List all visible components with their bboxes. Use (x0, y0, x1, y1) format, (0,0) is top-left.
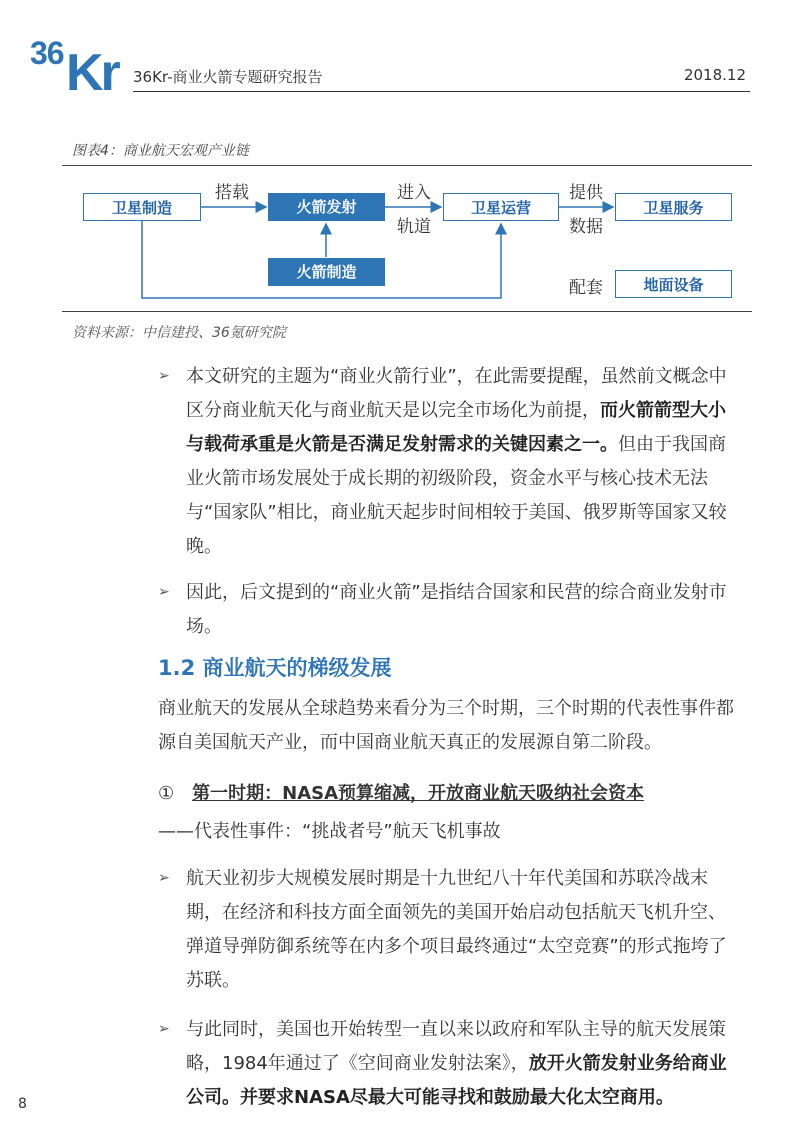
edge-label-provide-data-1: 提供 (569, 183, 603, 203)
bullet-text-part: 本文研究的主题为“商业火箭行业”，在此需要提醒，虽然前文概念中区分商业航天化与商业航天是以完全市场化为前提， (186, 366, 727, 421)
bullet-text-part: 与此同时，美国也开始转型一直以来以政府和军队主导的航天发展策略，1984年通过了《空间商业发射法案》， (186, 1019, 726, 1074)
sub-heading (158, 779, 644, 805)
figure-bottom-rule (62, 311, 752, 312)
node-ground-equipment: 地面设备 (615, 270, 732, 298)
bullet-text: 航天业初步大规模发展时期是十九世纪八十年代美国和苏联冷战末期，在经济和科技方面全面领先的美国开始启动包括航天飞机升空、弹道导弹防御系统等在内多个项目最终通过“太空竞赛”的形式拖垮了苏联。 (186, 868, 727, 991)
edge-label-enter-orbit-1: 进入 (397, 183, 431, 203)
report-title: 36Kr-商业火箭专题研究报告 (133, 68, 323, 86)
bullet-text: 因此，后文提到的“商业火箭”是指结合国家和民营的综合商业发射市场。 (186, 582, 727, 637)
edge-label-carry: 搭载 (215, 183, 249, 203)
bullet-text-bold: 而火箭箭型大小与载荷承重是火箭是否满足发射需求的关键因素之一。 (186, 400, 726, 455)
figure-caption: 图表4：商业航天宏观产业链 (72, 143, 249, 159)
edge-label-provide-data-2: 数据 (569, 217, 603, 237)
edge-label-supporting: 配套 (569, 278, 603, 298)
node-rocket-launch: 火箭发射 (268, 193, 385, 221)
figure-source: 资料来源：中信建投、36氪研究院 (72, 325, 286, 341)
edge-label-enter-orbit-2: 轨道 (397, 217, 431, 237)
bullet-text-part: 但由于我国商业火箭市场发展处于成长期的初级阶段，资金水平与核心技术无法与“国家队”相比，商业航天起步时间相较于美国、俄罗斯等国家又较晚。 (186, 434, 727, 557)
node-satellite-manufacturing: 卫星制造 (83, 193, 201, 221)
bullet-arrow-icon: ➢ (158, 1021, 170, 1037)
bullet-item (158, 576, 738, 644)
section-paragraph: 商业航天的发展从全球趋势来看分为三个时期，三个时期的代表性事件都源自美国航天产业，而中国商业航天真正的发展源自第二阶段。 (158, 698, 734, 753)
node-satellite-service: 卫星服务 (615, 193, 732, 221)
sub-heading-text: 第一时期：NASA预算缩减，开放商业航天吸纳社会资本 (192, 783, 645, 804)
bullet-item (158, 1013, 738, 1115)
bullet-text (186, 360, 738, 564)
bullet-arrow-icon: ➢ (158, 368, 170, 384)
node-satellite-operation: 卫星运营 (443, 193, 559, 221)
report-date: 2018.12 (683, 66, 746, 84)
page-number: 8 (18, 1096, 27, 1112)
bullet-text-bold: 放开火箭发射业务给商业公司。并要求NASA尽最大可能寻找和鼓励最大化太空商用。 (186, 1053, 727, 1108)
36kr-logo (30, 30, 140, 92)
circled-number: ① (158, 783, 175, 804)
bullet-item (158, 360, 738, 564)
figure-top-rule (62, 165, 752, 166)
bullet-arrow-icon: ➢ (158, 870, 170, 886)
header-divider (133, 91, 750, 92)
svg-text:36: 36 (30, 35, 64, 71)
node-rocket-manufacturing: 火箭制造 (268, 258, 385, 286)
bullet-arrow-icon: ➢ (158, 584, 170, 600)
section-heading: 1.2 商业航天的梯级发展 (158, 656, 392, 680)
event-line: ——代表性事件：“挑战者号”航天飞机事故 (158, 821, 501, 842)
svg-text:Kr: Kr (66, 44, 118, 92)
bullet-item (158, 862, 738, 998)
bullet-text (186, 1013, 738, 1115)
